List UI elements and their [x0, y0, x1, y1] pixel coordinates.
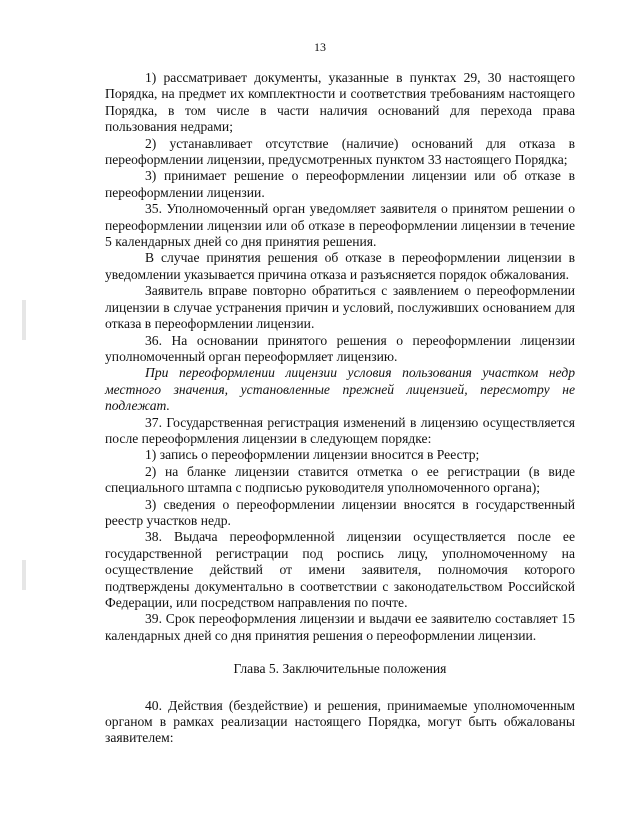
margin-scan-mark: [22, 560, 26, 590]
paragraph: 35. Уполномоченный орган уведомляет заявителя о принятом решении о переоформлении лицензии или об отказе в переоформлении лицензии в течение 5 календарных дней со дня принятия решения.: [105, 201, 575, 250]
paragraph: 3) принимает решение о переоформлении лицензии или об отказе в переоформлении лицензии.: [105, 168, 575, 200]
paragraph: 3) сведения о переоформлении лицензии вносятся в государственный реестр участков недр.: [105, 496, 575, 528]
paragraph: 2) на бланке лицензии ставится отметка о ее регистрации (в виде специального штампа с подписью руководителя уполномоченного органа);: [105, 463, 575, 496]
paragraph: 39. Срок переоформления лицензии и выдачи ее заявителю составляет 15 календарных дней со дня принятия решения о переоформлении лицензии.: [105, 611, 575, 643]
paragraph: 1) рассматривает документы, указанные в пунктах 29, 30 настоящего Порядка, на предмет их комплектности и соответствия требованиям настоящего Порядка, в том числе в части наличия оснований для перехода права пользования недрами;: [105, 70, 575, 135]
document-body: [105, 70, 575, 747]
margin-scan-mark: [22, 300, 26, 340]
paragraph: 37. Государственная регистрация изменений в лицензию осуществляется после переоформления лицензии в следующем порядке:: [105, 414, 575, 446]
page-number: 13: [314, 40, 326, 54]
paragraph: 2) устанавливает отсутствие (наличие) оснований для отказа в переоформлении лицензии, предусмотренных пунктом 33 настоящего Порядка;: [105, 135, 575, 168]
paragraph: Заявитель вправе повторно обратиться с заявлением о переоформлении лицензии в случае устранения причин и условий, послуживших основанием для отказа в переоформлении лицензии.: [105, 283, 575, 332]
paragraph: В случае принятия решения об отказе в переоформлении лицензии в уведомлении указывается причина отказа и разъясняется порядок обжалования.: [105, 250, 575, 282]
paragraph: 1) запись о переоформлении лицензии вносится в Реестр;: [145, 447, 480, 463]
paragraph: 38. Выдача переоформленной лицензии осуществляется после ее государственной регистрации под роспись лицу, уполномоченному на осуществление действий от имени заявителя, полномочия которого подтверждены документально в соответствии с законодательством Российской Федерации, или посредством направления по почте.: [105, 529, 575, 610]
chapter-heading: Глава 5. Заключительные положения: [233, 661, 447, 677]
paragraph: 36. На основании принятого решения о переоформлении лицензии уполномоченный орган переоформляет лицензию.: [105, 332, 575, 364]
paragraph: 40. Действия (бездействие) и решения, принимаемые уполномоченным органом в рамках реализации настоящего Порядка, могут быть обжалованы заявителем:: [105, 697, 575, 746]
paragraph: При переоформлении лицензии условия пользования участком недр местного значения, установленные прежней лицензией, пересмотру не подлежат.: [105, 365, 575, 414]
